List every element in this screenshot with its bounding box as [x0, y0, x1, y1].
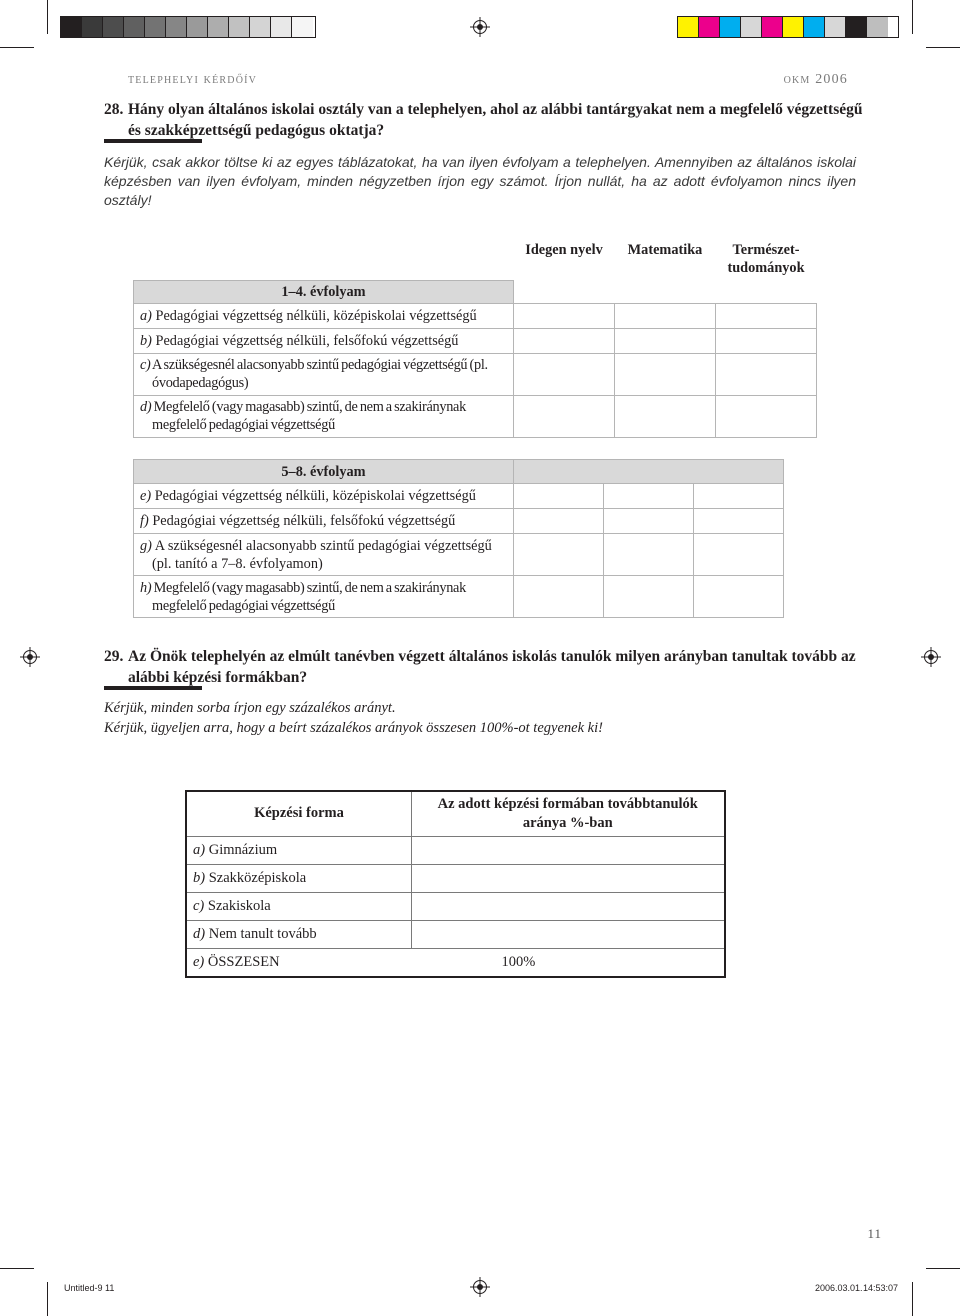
- answer-cell[interactable]: [716, 303, 817, 328]
- cmyk-color-bar: [677, 16, 899, 38]
- registration-mark-icon: [23, 650, 37, 664]
- color-swatch: [678, 17, 699, 37]
- color-swatch: [103, 17, 124, 37]
- question-number: 28.: [104, 101, 124, 118]
- table-row-label: f) Pedagógiai végzettség nélküli, felsőfokú végzettségű: [134, 509, 514, 534]
- crop-mark: [912, 0, 913, 34]
- answer-cell[interactable]: [615, 328, 716, 353]
- color-swatch: [867, 17, 888, 37]
- answer-cell[interactable]: [604, 484, 694, 509]
- answer-cell[interactable]: [604, 534, 694, 576]
- percentage-input[interactable]: [412, 836, 725, 864]
- color-swatch: [145, 17, 166, 37]
- color-swatch: [825, 17, 846, 37]
- table-row-label: a) Gimnázium: [186, 836, 412, 864]
- crop-mark: [0, 47, 34, 48]
- answer-cell[interactable]: [604, 576, 694, 618]
- table-row-label: a) Pedagógiai végzettség nélküli, középiskolai végzettségű: [134, 303, 514, 328]
- answer-cell[interactable]: [615, 353, 716, 395]
- table-row-label: b) Pedagógiai végzettség nélküli, felsőfokú végzettségű: [134, 328, 514, 353]
- color-swatch: [699, 17, 720, 37]
- color-swatch: [124, 17, 145, 37]
- grade-band-label: 5–8. évfolyam: [134, 460, 514, 484]
- column-header-natural-sciences: Természet- tudományok: [727, 242, 805, 276]
- table-row-label: c) Szakiskola: [186, 892, 412, 920]
- question-number: 29.: [104, 648, 124, 665]
- running-head-right: okm 2006: [783, 72, 848, 87]
- color-swatch: [762, 17, 783, 37]
- answer-cell[interactable]: [514, 303, 615, 328]
- answer-cell[interactable]: [716, 353, 817, 395]
- table-grades-5-8: [133, 459, 784, 618]
- answer-cell[interactable]: [604, 509, 694, 534]
- color-swatch: [229, 17, 250, 37]
- answer-cell[interactable]: [716, 395, 817, 437]
- table-row-label: b) Szakközépiskola: [186, 864, 412, 892]
- slug-file-label: Untitled-9 11: [64, 1283, 115, 1293]
- table-row-label: g) A szükségesnél alacsonyabb szintű pedagógiai végzettségű (pl. tanító a 7–8. évfolyamon): [134, 534, 514, 576]
- color-swatch: [187, 17, 208, 37]
- crop-mark: [912, 1282, 913, 1316]
- page-number: 11: [867, 1226, 882, 1241]
- answer-cell[interactable]: [514, 484, 604, 509]
- color-swatch: [61, 17, 82, 37]
- color-swatch: [250, 17, 271, 37]
- crop-mark: [926, 1268, 960, 1269]
- table-row-label: c) A szükségesnél alacsonyabb szintű pedagógiai végzettségű (pl. óvodapedagógus): [134, 353, 514, 395]
- total-value: 100%: [412, 948, 725, 977]
- color-swatch: [804, 17, 825, 37]
- color-swatch: [846, 17, 867, 37]
- color-swatch: [783, 17, 804, 37]
- question-underline-bar: [104, 686, 202, 690]
- column-header-percentage: Az adott képzési formában továbbtanulók aránya %-ban: [412, 791, 725, 836]
- percentage-input[interactable]: [412, 920, 725, 948]
- grade-band-label: 1–4. évfolyam: [134, 280, 514, 303]
- table-row-label: e) ÖSSZESEN: [186, 948, 412, 977]
- question-text: Az Önök telephelyén az elmúlt tanévben végzett általános iskolás tanulók milyen arányban tanultak tovább az alábbi képzési formákban?: [128, 648, 856, 686]
- slug-time: 14:53:07: [863, 1283, 899, 1293]
- registration-mark-icon: [924, 650, 938, 664]
- color-swatch: [82, 17, 103, 37]
- answer-cell[interactable]: [694, 534, 784, 576]
- column-header-education-form: Képzési forma: [186, 791, 412, 836]
- color-swatch: [166, 17, 187, 37]
- table-grades-1-4: [133, 239, 817, 438]
- color-swatch: [208, 17, 229, 37]
- percentage-input[interactable]: [412, 892, 725, 920]
- table-row-label: d) Megfelelő (vagy magasabb) szintű, de nem a szakiránynak megfelelő pedagógiai végzettségű: [134, 395, 514, 437]
- answer-cell[interactable]: [514, 534, 604, 576]
- answer-cell[interactable]: [514, 576, 604, 618]
- answer-cell[interactable]: [694, 484, 784, 509]
- table-row-label: h) Megfelelő (vagy magasabb) szintű, de nem a szakiránynak megfelelő pedagógiai végzettségű: [134, 576, 514, 618]
- registration-mark-icon: [473, 20, 487, 34]
- table-row-label: d) Nem tanult tovább: [186, 920, 412, 948]
- question-text: Hány olyan általános iskolai osztály van a telephelyen, ahol az alábbi tantárgyakat nem a megfelelő végzettségű és szakképzettségű pedagógus oktatja?: [128, 101, 863, 139]
- color-swatch: [271, 17, 292, 37]
- question-29-instruction-1: Kérjük, minden sorba írjon egy százalékos arányt.: [104, 700, 396, 716]
- question-29-instruction-2: Kérjük, ügyeljen arra, hogy a beírt százalékos arányok összesen 100%-ot tegyenek ki!: [104, 720, 603, 736]
- answer-cell[interactable]: [514, 509, 604, 534]
- crop-mark: [47, 0, 48, 34]
- color-swatch: [741, 17, 762, 37]
- crop-mark: [47, 1282, 48, 1316]
- grayscale-color-bar: [60, 16, 316, 38]
- registration-mark-icon: [473, 1280, 487, 1294]
- answer-cell[interactable]: [514, 395, 615, 437]
- answer-cell[interactable]: [514, 328, 615, 353]
- running-head-left: telephelyi kérdőív: [128, 72, 258, 87]
- question-29-title: [104, 646, 864, 688]
- slug-date: 2006.03.01.: [815, 1283, 863, 1293]
- percentage-input[interactable]: [412, 864, 725, 892]
- question-28-instructions: Kérjük, csak akkor töltse ki az egyes táblázatokat, ha van ilyen évfolyam a telephelyen. Amennyiben az általános iskolai képzésben van ilyen évfolyam, minden négyzetben írjon egy számot. Írjon nullát, ha az adott évfolyamon nincs ilyen osztály!: [104, 154, 856, 208]
- column-header-mathematics: Matematika: [627, 242, 703, 258]
- answer-cell[interactable]: [716, 328, 817, 353]
- table-row-label: e) Pedagógiai végzettség nélküli, középiskolai végzettségű: [134, 484, 514, 509]
- question-28-title: [104, 99, 864, 141]
- answer-cell[interactable]: [514, 353, 615, 395]
- answer-cell[interactable]: [615, 303, 716, 328]
- answer-cell[interactable]: [615, 395, 716, 437]
- question-underline-bar: [104, 139, 202, 143]
- crop-mark: [926, 47, 960, 48]
- answer-cell[interactable]: [694, 509, 784, 534]
- color-swatch: [720, 17, 741, 37]
- table-further-education: [185, 790, 726, 978]
- answer-cell[interactable]: [694, 576, 784, 618]
- column-header-foreign-language: Idegen nyelv: [525, 242, 603, 258]
- color-swatch: [292, 17, 313, 37]
- crop-mark: [0, 1268, 34, 1269]
